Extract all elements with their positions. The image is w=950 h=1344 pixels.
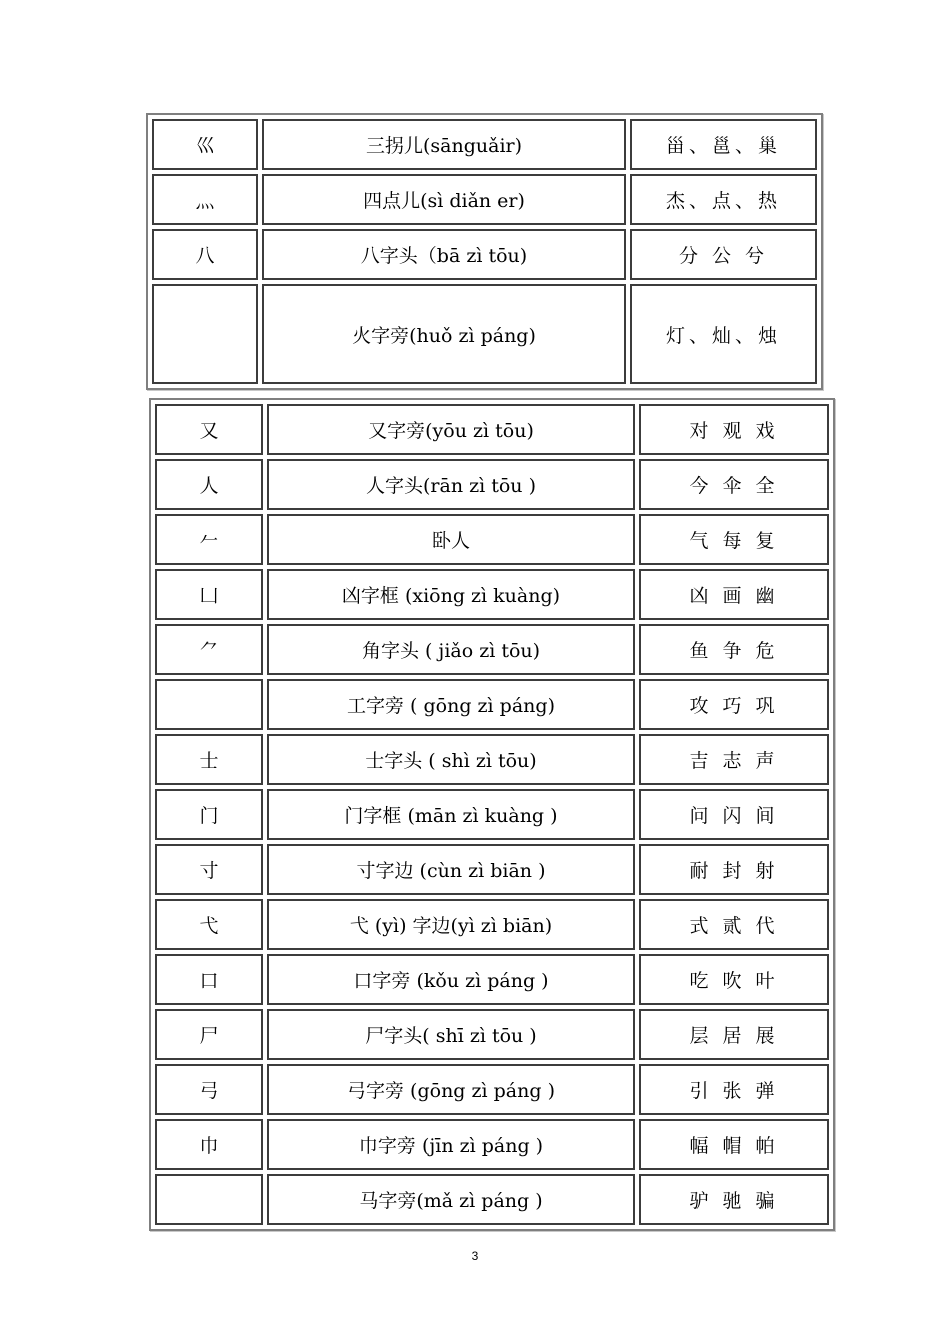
table-row <box>155 1009 829 1060</box>
radical-name-cell: 马字旁(mǎ zì páng ) <box>267 1174 635 1225</box>
example-chars-cell: 幅 帽 帕 <box>639 1119 829 1170</box>
radical-cell: 凵 <box>155 569 263 620</box>
radical-cell: 弓 <box>155 1064 263 1115</box>
example-chars-cell: 甾、邕、巢 <box>630 119 817 170</box>
table-row <box>155 679 829 730</box>
example-chars-cell: 问 闪 间 <box>639 789 829 840</box>
table-row <box>152 119 817 170</box>
radical-name-cell: 卧人 <box>267 514 635 565</box>
example-chars-cell: 驴 驰 骗 <box>639 1174 829 1225</box>
table-row <box>155 514 829 565</box>
radical-cell <box>155 1174 263 1225</box>
radical-cell: ⺈ <box>155 624 263 675</box>
radical-cell: 口 <box>155 954 263 1005</box>
example-chars-cell: 攻 巧 巩 <box>639 679 829 730</box>
radical-cell: 又 <box>155 404 263 455</box>
table-row <box>155 459 829 510</box>
radical-cell: 寸 <box>155 844 263 895</box>
example-chars-cell: 鱼 争 危 <box>639 624 829 675</box>
table-row <box>155 1064 829 1115</box>
radical-name-cell: 角字头 ( jiǎo zì tōu) <box>267 624 635 675</box>
table-row <box>152 174 817 225</box>
page-number: 3 <box>471 1249 479 1263</box>
example-chars-cell: 凶 画 幽 <box>639 569 829 620</box>
table-row <box>155 404 829 455</box>
radical-name-cell: 凶字框 (xiōng zì kuàng) <box>267 569 635 620</box>
radical-table-2 <box>149 398 835 1231</box>
radical-cell: 灬 <box>152 174 258 225</box>
table-row <box>155 844 829 895</box>
example-chars-cell: 式 贰 代 <box>639 899 829 950</box>
table-row <box>155 624 829 675</box>
radical-name-cell: 巾字旁 (jīn zì páng ) <box>267 1119 635 1170</box>
example-chars-cell: 分 公 兮 <box>630 229 817 280</box>
example-chars-cell: 耐 封 射 <box>639 844 829 895</box>
example-chars-cell: 杰、点、热 <box>630 174 817 225</box>
table-row <box>152 229 817 280</box>
radical-name-cell: 人字头(rān zì tōu ) <box>267 459 635 510</box>
example-chars-cell: 今 伞 全 <box>639 459 829 510</box>
radical-name-cell: 又字旁(yōu zì tōu) <box>267 404 635 455</box>
radical-cell: 门 <box>155 789 263 840</box>
example-chars-cell: 层 居 展 <box>639 1009 829 1060</box>
radical-name-cell: 弋 (yì) 字边(yì zì biān) <box>267 899 635 950</box>
radical-name-cell: 火字旁(huǒ zì páng) <box>262 284 626 384</box>
radical-cell <box>155 679 263 730</box>
radical-cell: 士 <box>155 734 263 785</box>
table-row <box>152 284 817 384</box>
radical-cell <box>152 284 258 384</box>
radical-name-cell: 工字旁 ( gōng zì páng) <box>267 679 635 730</box>
radical-cell: 人 <box>155 459 263 510</box>
radical-name-cell: 四点儿(sì diǎn er) <box>262 174 626 225</box>
radical-cell: 弋 <box>155 899 263 950</box>
example-chars-cell: 吃 吹 叶 <box>639 954 829 1005</box>
table-row <box>155 734 829 785</box>
radical-name-cell: 口字旁 (kǒu zì páng ) <box>267 954 635 1005</box>
radical-name-cell: 八字头（bā zì tōu) <box>262 229 626 280</box>
example-chars-cell: 吉 志 声 <box>639 734 829 785</box>
example-chars-cell: 气 每 复 <box>639 514 829 565</box>
example-chars-cell: 对 观 戏 <box>639 404 829 455</box>
radical-cell: 尸 <box>155 1009 263 1060</box>
table-row <box>155 1119 829 1170</box>
table-row <box>155 954 829 1005</box>
radical-name-cell: 门字框 (mān zì kuàng ) <box>267 789 635 840</box>
radical-name-cell: 尸字头( shī zì tōu ) <box>267 1009 635 1060</box>
radical-table-1 <box>146 113 823 390</box>
radical-name-cell: 士字头 ( shì zì tōu) <box>267 734 635 785</box>
radical-name-cell: 弓字旁 (gōng zì páng ) <box>267 1064 635 1115</box>
radical-cell: 巛 <box>152 119 258 170</box>
example-chars-cell: 灯、灿、烛 <box>630 284 817 384</box>
radical-cell: 巾 <box>155 1119 263 1170</box>
table-row <box>155 1174 829 1225</box>
radical-name-cell: 三拐儿(sānguǎir) <box>262 119 626 170</box>
radical-cell: 八 <box>152 229 258 280</box>
example-chars-cell: 引 张 弹 <box>639 1064 829 1115</box>
table-row <box>155 569 829 620</box>
table-row <box>155 789 829 840</box>
radical-cell: 𠂉 <box>155 514 263 565</box>
table-row <box>155 899 829 950</box>
radical-name-cell: 寸字边 (cùn zì biān ) <box>267 844 635 895</box>
